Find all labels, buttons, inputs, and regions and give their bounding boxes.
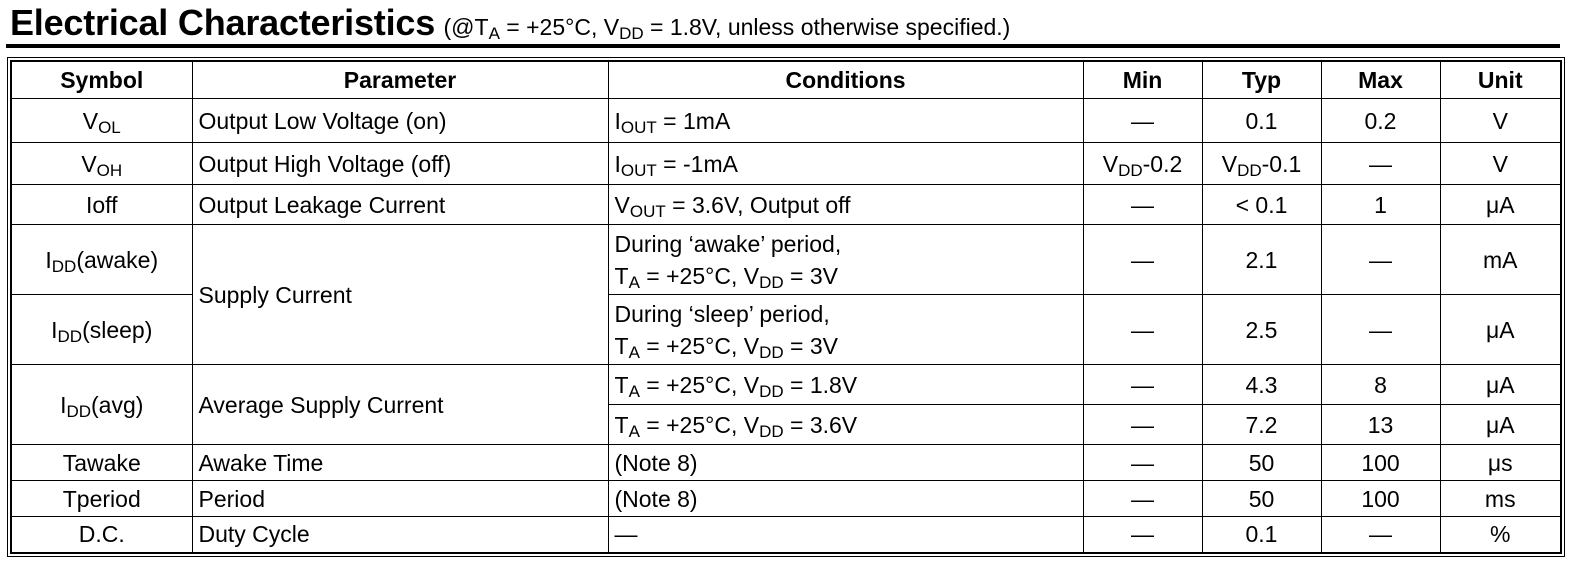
unit-cell: μs xyxy=(1440,445,1561,481)
table-row xyxy=(11,185,1561,225)
min-cell: — xyxy=(1083,517,1202,553)
section-subtitle: ($@T_A = +25^\circ C$, $V_{DD} = 1.8V$, unless otherwise specified.) xyxy=(443,14,1011,43)
conditions-cell: $T_A = +25^\circ C$, $V_{DD} = 1.8V$ xyxy=(608,365,1083,405)
unit-cell: μA xyxy=(1440,295,1561,365)
unit-cell: ms xyxy=(1440,481,1561,517)
table-row xyxy=(11,365,1561,405)
parameter-cell: Awake Time xyxy=(192,445,608,481)
header-conditions: Conditions xyxy=(608,61,1083,99)
symbol-cell: $I_{DD}(sleep)$ xyxy=(11,295,192,365)
typ-cell: 2.5 xyxy=(1202,295,1321,365)
min-cell: — xyxy=(1083,185,1202,225)
parameter-cell: Output High Voltage (off) xyxy=(192,143,608,185)
typ-cell: 50 xyxy=(1202,445,1321,481)
conditions-cell: (Note 8) xyxy=(608,481,1083,517)
max-cell: 100 xyxy=(1321,445,1440,481)
min-cell: — xyxy=(1083,99,1202,143)
parameter-cell: Average Supply Current xyxy=(192,365,608,445)
symbol-cell: Ioff xyxy=(11,185,192,225)
electrical-characteristics-table xyxy=(10,60,1562,554)
typ-cell: 0.1 xyxy=(1202,517,1321,553)
min-cell: $V_{DD}-0.2$ xyxy=(1083,143,1202,185)
parameter-cell: Output Low Voltage (on) xyxy=(192,99,608,143)
symbol-cell: $V_{OH}$ xyxy=(11,143,192,185)
section-heading xyxy=(10,2,1010,44)
min-cell: — xyxy=(1083,481,1202,517)
table-row xyxy=(11,143,1561,185)
max-cell: — xyxy=(1321,143,1440,185)
typ-cell: 4.3 xyxy=(1202,365,1321,405)
parameter-cell: Period xyxy=(192,481,608,517)
conditions-cell: During ‘awake’ period, $T_A = +25^\circ C$, $V_{DD} = 3V$ xyxy=(608,225,1083,295)
typ-cell: 2.1 xyxy=(1202,225,1321,295)
header-parameter: Parameter xyxy=(192,61,608,99)
unit-cell: μA xyxy=(1440,365,1561,405)
conditions-cell: $I_{OUT} = -1mA$ xyxy=(608,143,1083,185)
conditions-cell: (Note 8) xyxy=(608,445,1083,481)
typ-cell: 7.2 xyxy=(1202,405,1321,445)
symbol-cell: $I_{DD}(awake)$ xyxy=(11,225,192,295)
max-cell: — xyxy=(1321,225,1440,295)
conditions-cell: $V_{OUT} = 3.6V$, Output off xyxy=(608,185,1083,225)
parameter-cell: Duty Cycle xyxy=(192,517,608,553)
unit-cell: mA xyxy=(1440,225,1561,295)
symbol-cell: $V_{OL}$ xyxy=(11,99,192,143)
symbol-cell: $I_{DD}(avg)$ xyxy=(11,365,192,445)
symbol-cell: D.C. xyxy=(11,517,192,553)
table-row xyxy=(11,99,1561,143)
unit-cell: μA xyxy=(1440,405,1561,445)
max-cell: 100 xyxy=(1321,481,1440,517)
conditions-cell: — xyxy=(608,517,1083,553)
table-row xyxy=(11,225,1561,295)
conditions-cell: $I_{OUT} = 1mA$ xyxy=(608,99,1083,143)
symbol-cell: Tawake xyxy=(11,445,192,481)
table-row xyxy=(11,517,1561,553)
conditions-cell: $T_A = +25^\circ C$, $V_{DD} = 3.6V$ xyxy=(608,405,1083,445)
table-row xyxy=(11,481,1561,517)
max-cell: — xyxy=(1321,517,1440,553)
unit-cell: V xyxy=(1440,143,1561,185)
unit-cell: μA xyxy=(1440,185,1561,225)
typ-cell: $V_{DD}-0.1$ xyxy=(1202,143,1321,185)
min-cell: — xyxy=(1083,445,1202,481)
header-max: Max xyxy=(1321,61,1440,99)
conditions-cell: During ‘sleep’ period, $T_A = +25^\circ C$, $V_{DD} = 3V$ xyxy=(608,295,1083,365)
max-cell: — xyxy=(1321,295,1440,365)
header-symbol: Symbol xyxy=(11,61,192,99)
max-cell: 8 xyxy=(1321,365,1440,405)
max-cell: 1 xyxy=(1321,185,1440,225)
min-cell: — xyxy=(1083,365,1202,405)
symbol-cell: Tperiod xyxy=(11,481,192,517)
parameter-cell: Supply Current xyxy=(192,225,608,365)
unit-cell: V xyxy=(1440,99,1561,143)
table-header-row xyxy=(11,61,1561,99)
max-cell: 0.2 xyxy=(1321,99,1440,143)
typ-cell: < 0.1 xyxy=(1202,185,1321,225)
min-cell: — xyxy=(1083,405,1202,445)
header-typ: Typ xyxy=(1202,61,1321,99)
typ-cell: 50 xyxy=(1202,481,1321,517)
unit-cell: % xyxy=(1440,517,1561,553)
parameter-cell: Output Leakage Current xyxy=(192,185,608,225)
min-cell: — xyxy=(1083,295,1202,365)
table-row xyxy=(11,445,1561,481)
min-cell: — xyxy=(1083,225,1202,295)
header-unit: Unit xyxy=(1440,61,1561,99)
max-cell: 13 xyxy=(1321,405,1440,445)
typ-cell: 0.1 xyxy=(1202,99,1321,143)
heading-rule xyxy=(6,44,1560,48)
section-title: Electrical Characteristics xyxy=(10,2,436,43)
header-min: Min xyxy=(1083,61,1202,99)
